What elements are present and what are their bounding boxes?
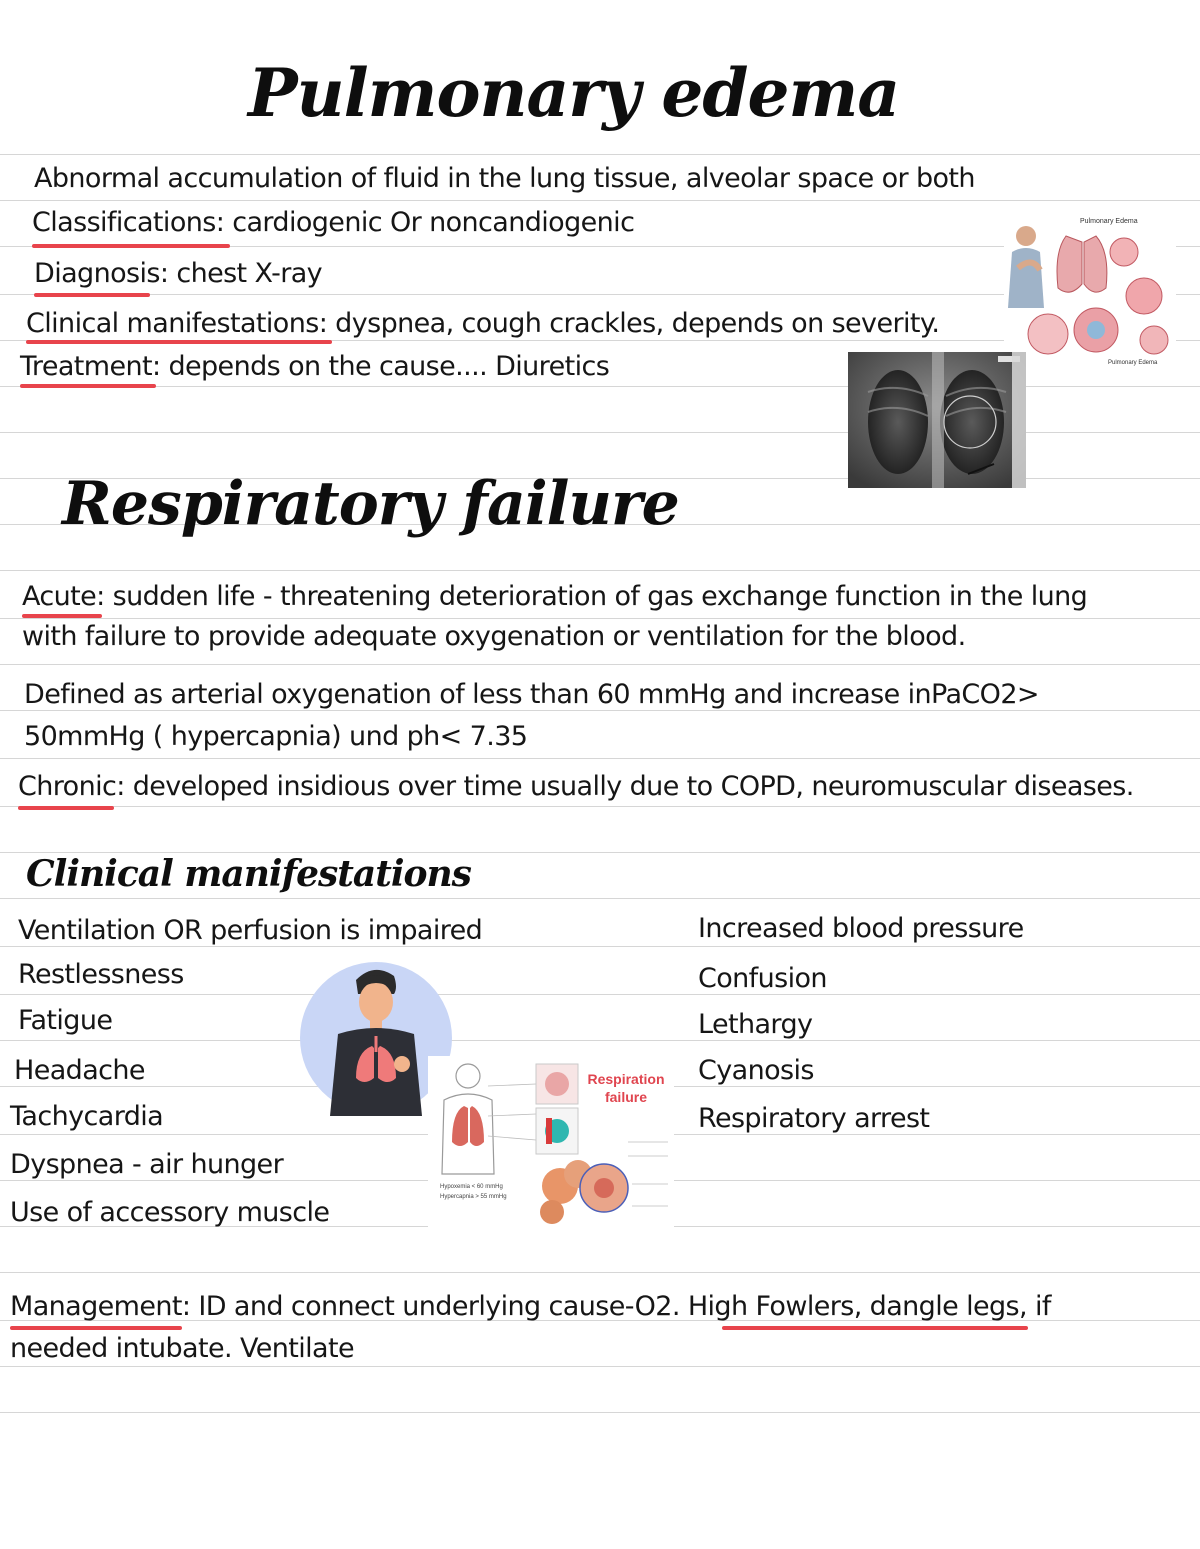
clinical-manifestations-title: Clinical manifestations [26,853,471,895]
management-line-2: needed intubate. Ventilate [10,1333,354,1364]
classifications-underline [32,244,230,248]
respiration-failure-diagram [428,1056,674,1232]
chronic-underline [18,806,114,810]
list-item: Use of accessory muscle [10,1197,330,1228]
diagnosis-underline [34,293,150,297]
pulmonary-edema-title: Pulmonary edema [248,54,900,132]
high-fowlers-underline [722,1326,1028,1330]
lungs-patient-icon [1004,212,1176,368]
list-item: Fatigue [18,1005,113,1036]
respiratory-failure-title: Respiratory failure [62,469,679,539]
hypercapnia-note: Hypercapnia > 55 mmHg [440,1194,507,1200]
chest-xray-image [848,352,1026,488]
pulmonary-edema-illustration [1004,212,1176,368]
pulmonary-edema-definition: Abnormal accumulation of fluid in the lung tissue, alveolar space or both [34,163,975,194]
list-item: Cyanosis [698,1055,814,1086]
chronic-line: Chronic: developed insidious over time usually due to COPD, neuromuscular diseases. [18,771,1134,802]
acute-underline [22,614,102,618]
pulmonary-edema-diagnosis: Diagnosis: chest X-ray [34,258,323,289]
respiration-failure-title-2: failure [604,1089,648,1105]
list-item: Headache [14,1055,145,1086]
list-item: Increased blood pressure [698,913,1024,944]
list-item: Dyspnea - air hunger [10,1149,284,1180]
list-item: Ventilation OR perfusion is impaired [18,915,483,946]
respiration-failure-title-1: Respiration [587,1071,665,1087]
management-line-1: Management: ID and connect underlying cause-O2. High Fowlers, dangle legs, if [10,1291,1051,1322]
treatment-underline [20,384,156,388]
defined-line-2: 50mmHg ( hypercapnia) und ph< 7.35 [24,721,528,752]
acute-line-1: Acute: sudden life - threatening deterioration of gas exchange function in the lung [22,581,1088,612]
pe-figure-caption: Pulmonary Edema [1108,360,1158,366]
pulmonary-edema-classifications: Classifications: cardiogenic Or noncandiogenic [32,207,635,238]
list-item: Tachycardia [10,1101,164,1132]
list-item: Restlessness [18,959,184,990]
list-item: Confusion [698,963,827,994]
hypoxemia-note: Hypoxemia < 60 mmHg [440,1184,503,1190]
clinical-underline [26,340,332,344]
pe-figure-title: Pulmonary Edema [1080,218,1138,225]
pulmonary-edema-treatment: Treatment: depends on the cause.... Diuretics [20,351,610,382]
list-item: Lethargy [698,1009,813,1040]
defined-line-1: Defined as arterial oxygenation of less than 60 mmHg and increase inPaCO2> [24,679,1039,710]
list-item: Respiratory arrest [698,1103,930,1134]
acute-line-2: with failure to provide adequate oxygenation or ventilation for the blood. [22,621,966,652]
pulmonary-edema-clinical: Clinical manifestations: dyspnea, cough crackles, depends on severity. [26,308,940,339]
management-underline [10,1326,182,1330]
